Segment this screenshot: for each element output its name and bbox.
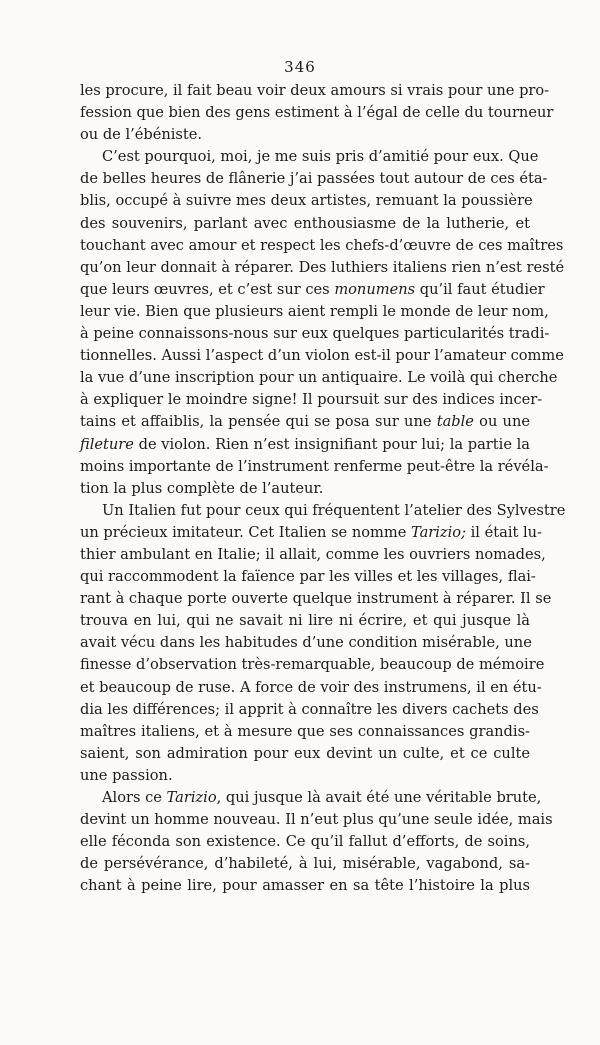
text-segment: C’est pourquoi, moi, je me suis pris d’amitié pour eux. Que xyxy=(102,148,539,166)
text-segment: ou une xyxy=(473,413,530,431)
italic-text: Tarizio xyxy=(166,789,217,806)
text-line xyxy=(80,853,530,875)
text-segment: et beaucoup de ruse. A force de voir des instrumens, il en étu- xyxy=(80,678,542,696)
text-line xyxy=(80,146,539,168)
text-segment: elle féconda son existence. Ce qu’il fallut d’efforts, de soins, xyxy=(80,833,530,851)
text-segment: ou de l’ébéniste. xyxy=(80,126,203,144)
text-line xyxy=(80,478,530,500)
page-number: 346 xyxy=(284,58,316,76)
text-segment: tionnelles. Aussi l’aspect d’un violon est-il pour l’amateur comme xyxy=(80,347,564,365)
text-segment: trouva en lui, qui ne savait ni lire ni écrire, et qui jusque là xyxy=(80,612,530,630)
text-line xyxy=(80,875,530,897)
text-segment: fession que bien des gens estiment à l’égal de celle du tourneur xyxy=(80,104,554,122)
text-line xyxy=(80,500,566,522)
text-line xyxy=(80,699,539,721)
text-line xyxy=(80,102,554,124)
text-segment: qui raccommodent la faïence par les villes et les villages, flai- xyxy=(80,568,536,586)
body-text xyxy=(80,80,566,897)
text-segment: les procure, il fait beau voir deux amours si vrais pour une pro- xyxy=(80,82,550,99)
text-line xyxy=(80,124,530,146)
text-line xyxy=(80,765,530,787)
text-line xyxy=(80,279,545,301)
text-segment: Un Italien fut pour ceux qui fréquentent l’atelier des Sylvestre xyxy=(102,501,566,519)
text-line xyxy=(80,809,553,831)
text-segment: saient, son admiration pour eux devint un culte, et ce culte xyxy=(80,744,530,762)
text-line xyxy=(80,544,546,566)
text-segment: un précieux imitateur. Cet Italien se nomme xyxy=(80,523,411,541)
text-segment: qu’on leur donnait à réparer. Des luthiers italiens rien n’est resté xyxy=(80,258,565,276)
text-line xyxy=(80,743,530,765)
text-line xyxy=(80,566,536,588)
text-line xyxy=(80,654,545,676)
text-line xyxy=(80,389,543,411)
text-line xyxy=(80,610,530,632)
text-line xyxy=(80,168,548,190)
text-line xyxy=(80,522,542,544)
text-line xyxy=(80,456,549,478)
text-segment: moins importante de l’instrument renferme peut-être la révéla- xyxy=(80,457,549,475)
text-line xyxy=(80,411,530,433)
text-line xyxy=(80,301,549,323)
text-segment: dia les différences; il apprit à connaître les divers cachets des xyxy=(80,700,539,718)
text-segment: de violon. Rien n’est insignifiant pour lui; la partie la xyxy=(133,435,530,453)
text-line xyxy=(80,257,565,279)
text-segment: une passion. xyxy=(80,766,173,784)
text-line xyxy=(80,831,530,853)
text-segment: de belles heures de flânerie j’ai passées tout autour de ces éta- xyxy=(80,170,548,188)
italic-text: Tarizio; xyxy=(410,523,466,541)
text-line xyxy=(80,190,533,212)
text-line xyxy=(80,367,558,389)
text-segment: Alors ce xyxy=(102,789,167,806)
text-segment: leur vie. Bien que plusieurs aient rempli le monde de leur nom, xyxy=(80,302,549,320)
text-line xyxy=(80,345,564,367)
text-segment: de persévérance, d’habileté, à lui, misérable, vagabond, sa- xyxy=(80,855,530,873)
text-segment: que leurs œuvres, et c’est sur ces xyxy=(80,280,335,298)
text-segment: blis, occupé à suivre mes deux artistes, remuant la poussière xyxy=(80,192,533,210)
text-line xyxy=(80,80,550,102)
text-segment: devint un homme nouveau. Il n’eut plus qu’une seule idée, mais xyxy=(80,811,553,829)
text-segment: qu’il faut étudier xyxy=(415,280,545,298)
text-segment: avait vécu dans les habitudes d’une condition misérable, une xyxy=(80,634,532,652)
text-line xyxy=(80,632,530,654)
text-segment: thier ambulant en Italie; il allait, comme les ouvriers nomades, xyxy=(80,545,546,563)
text-segment: des souvenirs, parlant avec enthousiasme de la lutherie, et xyxy=(80,214,530,232)
text-segment: maîtres italiens, et à mesure que ses connaissances grandis- xyxy=(80,722,530,740)
text-segment: touchant avec amour et respect les chefs-d’œuvre de ces maîtres xyxy=(80,236,564,254)
text-segment: chant à peine lire, pour amasser en sa tête l’histoire la plus xyxy=(80,877,530,895)
text-segment: tains et affaiblis, la pensée qui se posa sur une xyxy=(80,413,437,431)
text-segment: à peine connaissons-nous sur eux quelques particularités tradi- xyxy=(80,325,550,343)
text-segment: tion la plus complète de l’auteur. xyxy=(80,479,324,497)
text-line xyxy=(80,213,530,235)
italic-text: table xyxy=(436,413,474,431)
text-line xyxy=(80,721,530,743)
text-line xyxy=(80,588,552,610)
text-line xyxy=(80,677,542,699)
text-segment: à expliquer le moindre signe! Il poursuit sur des indices incer- xyxy=(80,391,543,409)
text-segment: , qui jusque là avait été une véritable brute, xyxy=(216,789,542,806)
italic-text: fileture xyxy=(80,435,134,453)
italic-text: monumens xyxy=(334,280,416,298)
text-line xyxy=(80,787,542,809)
text-line xyxy=(80,323,550,345)
text-line xyxy=(80,434,530,456)
text-segment: rant à chaque porte ouverte quelque instrument à réparer. Il se xyxy=(80,590,552,608)
text-segment: la vue d’une inscription pour un antiquaire. Le voilà qui cherche xyxy=(80,369,558,387)
text-segment: finesse d’observation très-remarquable, beaucoup de mémoire xyxy=(80,656,545,674)
text-line xyxy=(80,235,564,257)
text-segment: il était lu- xyxy=(466,523,542,541)
